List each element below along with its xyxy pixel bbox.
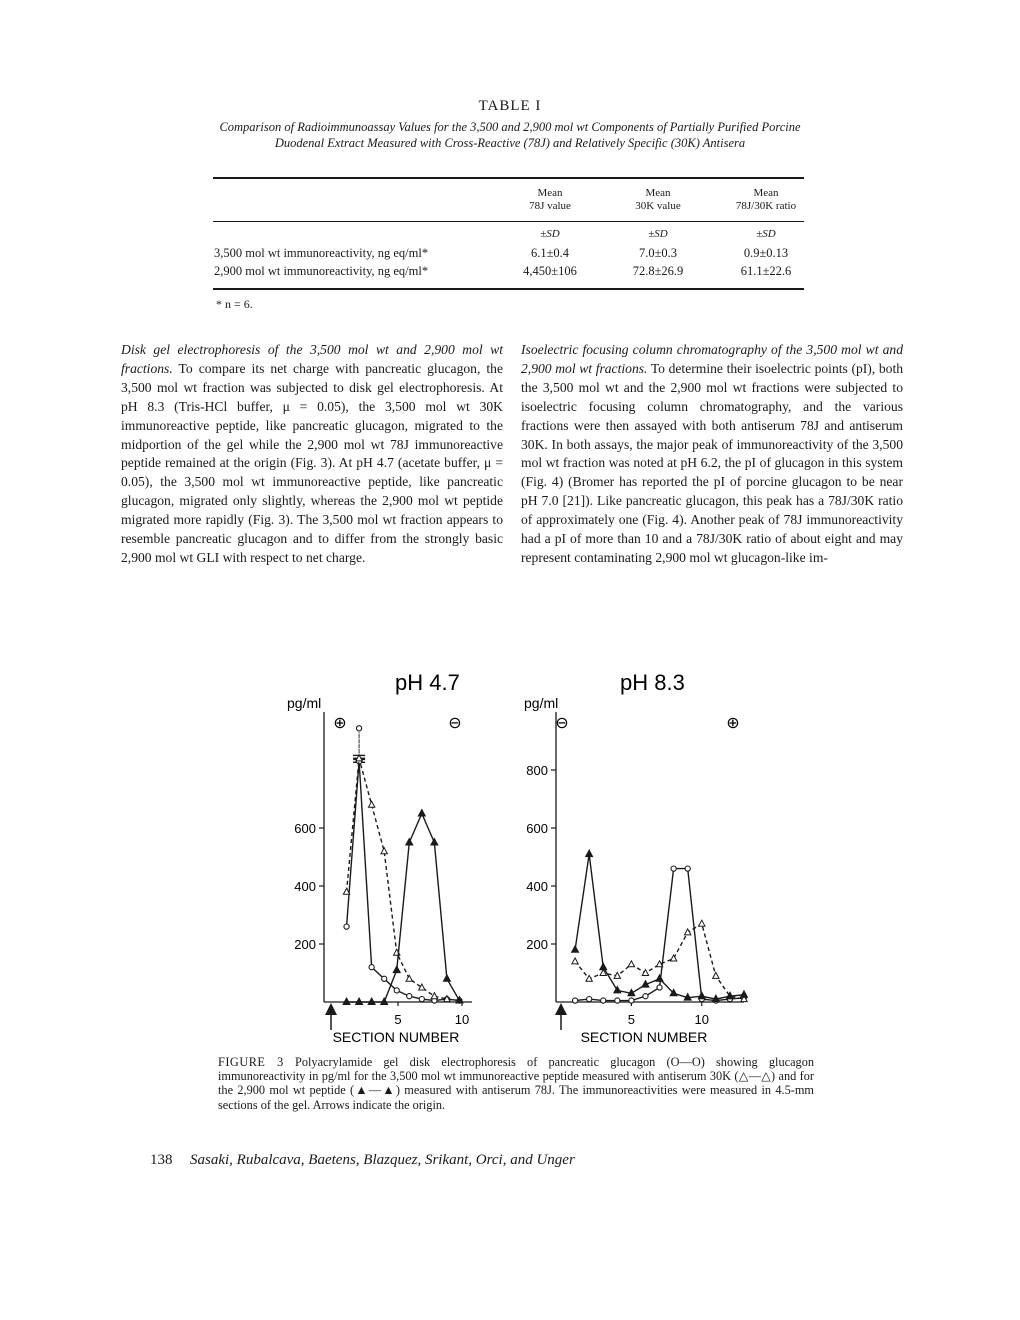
table-top-rule [213,177,804,179]
table-row-label: 3,500 mol wt immunoreactivity, ng eq/ml* [214,246,429,260]
chart-ph47-x-tick-label: 10 [454,1012,470,1027]
figure-caption-label: FIGURE 3 [218,1055,284,1069]
chart-ph83-y-tick-label: 800 [526,763,548,778]
table-sd-30k: ±SD [648,228,668,240]
chart-ph83-xlabel: SECTION NUMBER [580,1029,708,1045]
table-sd-ratio: ±SD [756,228,776,240]
chart-ph47-data-point [356,998,363,1005]
chart-ph83-data-point [615,998,620,1003]
table-bottom-rule [213,288,804,290]
chart-ph47-data-point [368,801,374,807]
chart-ph47-x-tick-label: 5 [394,1012,402,1027]
right-column-body: To determine their isoelectric points (pI), both the 3,500 mol wt and the 2,900 mol wt fractions were subjected to isoelectric focusing column chromatography, and the various fractions were then assayed with both antiserum 78J and antiserum 30K. In both assays, the major peak of immunoreactivity of the 3,500 mol wt fraction was noted at pH 6.2, the pI of glucagon in this system (Fig. 4) (Bromer has reported the pI of porcine glucagon to be near pH 7.0 [21]). Like pancreatic glucagon, this peak has a 78J/30K ratio of approximately one (Fig. 4). Another peak of 78J immunoreactivity had a pI of more than 10 and a 78J/30K ratio of about eight and may represent contaminating 2,900 mol wt glucagon-like im- [521,360,904,565]
chart-ph83-data-point [572,958,578,964]
table-cell: 7.0±0.3 [638,246,678,260]
chart-ph47-data-point [394,988,399,993]
chart-ph47-data-point [431,993,437,999]
chart-ph47-left-electrode: ⊕ [333,713,347,732]
page-number: 138 [150,1152,173,1168]
chart-ph83-y-tick-label: 600 [526,821,548,836]
left-column-heading: Disk gel electrophoresis of the 3,500 mol wt and 2,900 mol wt fractions. [121,342,503,376]
table-cell: 61.1±22.6 [740,264,792,278]
chart-ph83-data-point [572,998,577,1003]
chart-ph83-data-point [656,975,663,982]
chart-ph83-data-point [586,850,593,857]
table-label: TABLE I [478,98,542,114]
table-cell: 4,450±106 [523,264,577,278]
chart-ph83-data-point [657,985,662,990]
right-column [521,341,903,568]
chart-ph47-data-point [393,966,400,973]
chart-ph83-left-electrode: ⊖ [555,713,569,732]
chart-ph47-data-point [406,975,412,981]
chart-ph83-data-point [572,946,579,953]
chart-ph83-x-tick-label: 5 [627,1012,636,1027]
chart-ph83-y-tick-label: 400 [526,879,548,894]
chart-ph47-data-point [443,975,450,982]
chart-ph47-series-line [347,758,460,1000]
table-sd-78j: ±SD [540,228,560,240]
chart-ph47-data-point [431,839,438,846]
left-column [121,341,503,568]
chart-ph83-data-point [643,994,648,999]
table-cell: 0.9±0.13 [743,246,789,260]
table-cell: 6.1±0.4 [530,246,570,260]
chart-ph47-data-point [419,997,424,1002]
chart-ph83-data-point [600,963,607,970]
chart-ph83-x-tick-label: 10 [694,1012,710,1027]
chart-ph47-data-point [418,810,425,817]
chart-ph83-data-point [684,929,690,935]
figure-caption [218,1055,814,1112]
chart-ph47-right-electrode: ⊖ [448,713,462,732]
chart-ph83-data-point [741,991,748,998]
chart-ph83-data-point [670,955,676,961]
table-cell: 72.8±26.9 [632,264,684,278]
table-row-label: 2,900 mol wt immunoreactivity, ng eq/ml* [214,264,429,278]
chart-ph47-y-tick-label: 200 [294,937,316,952]
chart-ph83-data-point [699,920,705,926]
chart-ph47-data-point [356,726,361,731]
figure-3-charts [0,650,1020,1050]
table-caption: Comparison of Radioimmunoassay Values for the 3,500 and 2,900 mol wt Components of Partially Purified Porcine Duodenal Extract Measured with Cross-Reactive (78J) and Relatively Specific (30K) Antisera [219,120,801,150]
chart-ph47-data-point [343,998,350,1005]
table-header-ratio: Mean 78J/30K ratio [735,187,797,212]
chart-ph83-data-point [671,866,676,871]
chart-ph83-title: pH 8.3 [620,670,685,695]
chart-ph83-data-point [628,961,634,967]
chart-ph47-data-point [382,976,387,981]
table-header-30k: Mean 30K value [635,187,681,212]
chart-ph83-data-point [698,992,705,999]
chart-ph83-data-point [685,866,690,871]
chart-ph47-xlabel: SECTION NUMBER [332,1029,460,1045]
right-column-heading: Isoelectric focusing column chromatography of the 3,500 mol wt and 2,900 mol wt fractions. [521,342,903,376]
chart-ph83-data-point [629,998,634,1003]
chart-ph47-data-point [344,924,349,929]
table-header-78j: Mean 78J value [529,187,571,212]
chart-ph83-data-point [601,998,606,1003]
chart-ph83-data-point [587,997,592,1002]
chart-ph47-ylabel: pg/ml [287,695,322,711]
table-footnote: * n = 6. [216,297,253,311]
chart-ph47-data-point [369,965,374,970]
chart-ph83-ylabel: pg/ml [524,695,559,711]
figure-caption-text: Polyacrylamide gel disk electrophoresis of pancreatic glucagon (O—O) showing glucagon immunoreactivity in pg/ml for the 3,500 mol wt immunoreactive peptide measured with antiserum 30K (△—△) and for the 2,900 mol wt peptide (▲—▲) measured with antiserum 78J. The immunoreactivities were measured in 4.5-mm sections of the gel. Arrows indicate the origin. [218,1055,814,1112]
chart-ph83-data-point [713,972,719,978]
chart-ph47-data-point [381,848,387,854]
chart-ph47-data-point [407,994,412,999]
chart-ph47-data-point [406,839,413,846]
running-footer-authors: Sasaki, Rubalcava, Baetens, Blazquez, Srikant, Orci, and Unger [190,1152,575,1168]
chart-ph47-title: pH 4.7 [395,670,460,695]
chart-ph47-y-tick-label: 400 [294,879,316,894]
chart-ph83-y-tick-label: 200 [526,937,548,952]
table-header-rule [213,221,804,222]
left-column-body: To compare its net charge with pancreatic glucagon, the 3,500 mol wt fraction was subjected to disk gel electrophoresis. At pH 8.3 (Tris-HCl buffer, μ = 0.05), the 3,500 mol wt 30K immunoreactive peptide, like pancreatic glucagon, migrated to the midportion of the gel while the 2,900 mol wt 78J immunoreactive peptide remained at the origin (Fig. 3). At pH 4.7 (acetate buffer, μ = 0.05), the 3,500 mol wt immunoreactive peptide, like pancreatic glucagon, migrated only slightly, whereas the 2,900 mol wt peptide migrated more rapidly (Fig. 3). The 3,500 mol wt fraction appears to resemble pancreatic glucagon and to differ from the strongly basic 2,900 mol wt GLI with respect to net charge. [121,360,504,565]
chart-ph83-data-point [642,970,648,976]
chart-ph83-right-electrode: ⊕ [726,713,740,732]
chart-ph47-data-point [368,998,375,1005]
chart-ph47-data-point [419,984,425,990]
chart-ph47-data-point [381,998,388,1005]
chart-ph47-y-tick-label: 600 [294,821,316,836]
